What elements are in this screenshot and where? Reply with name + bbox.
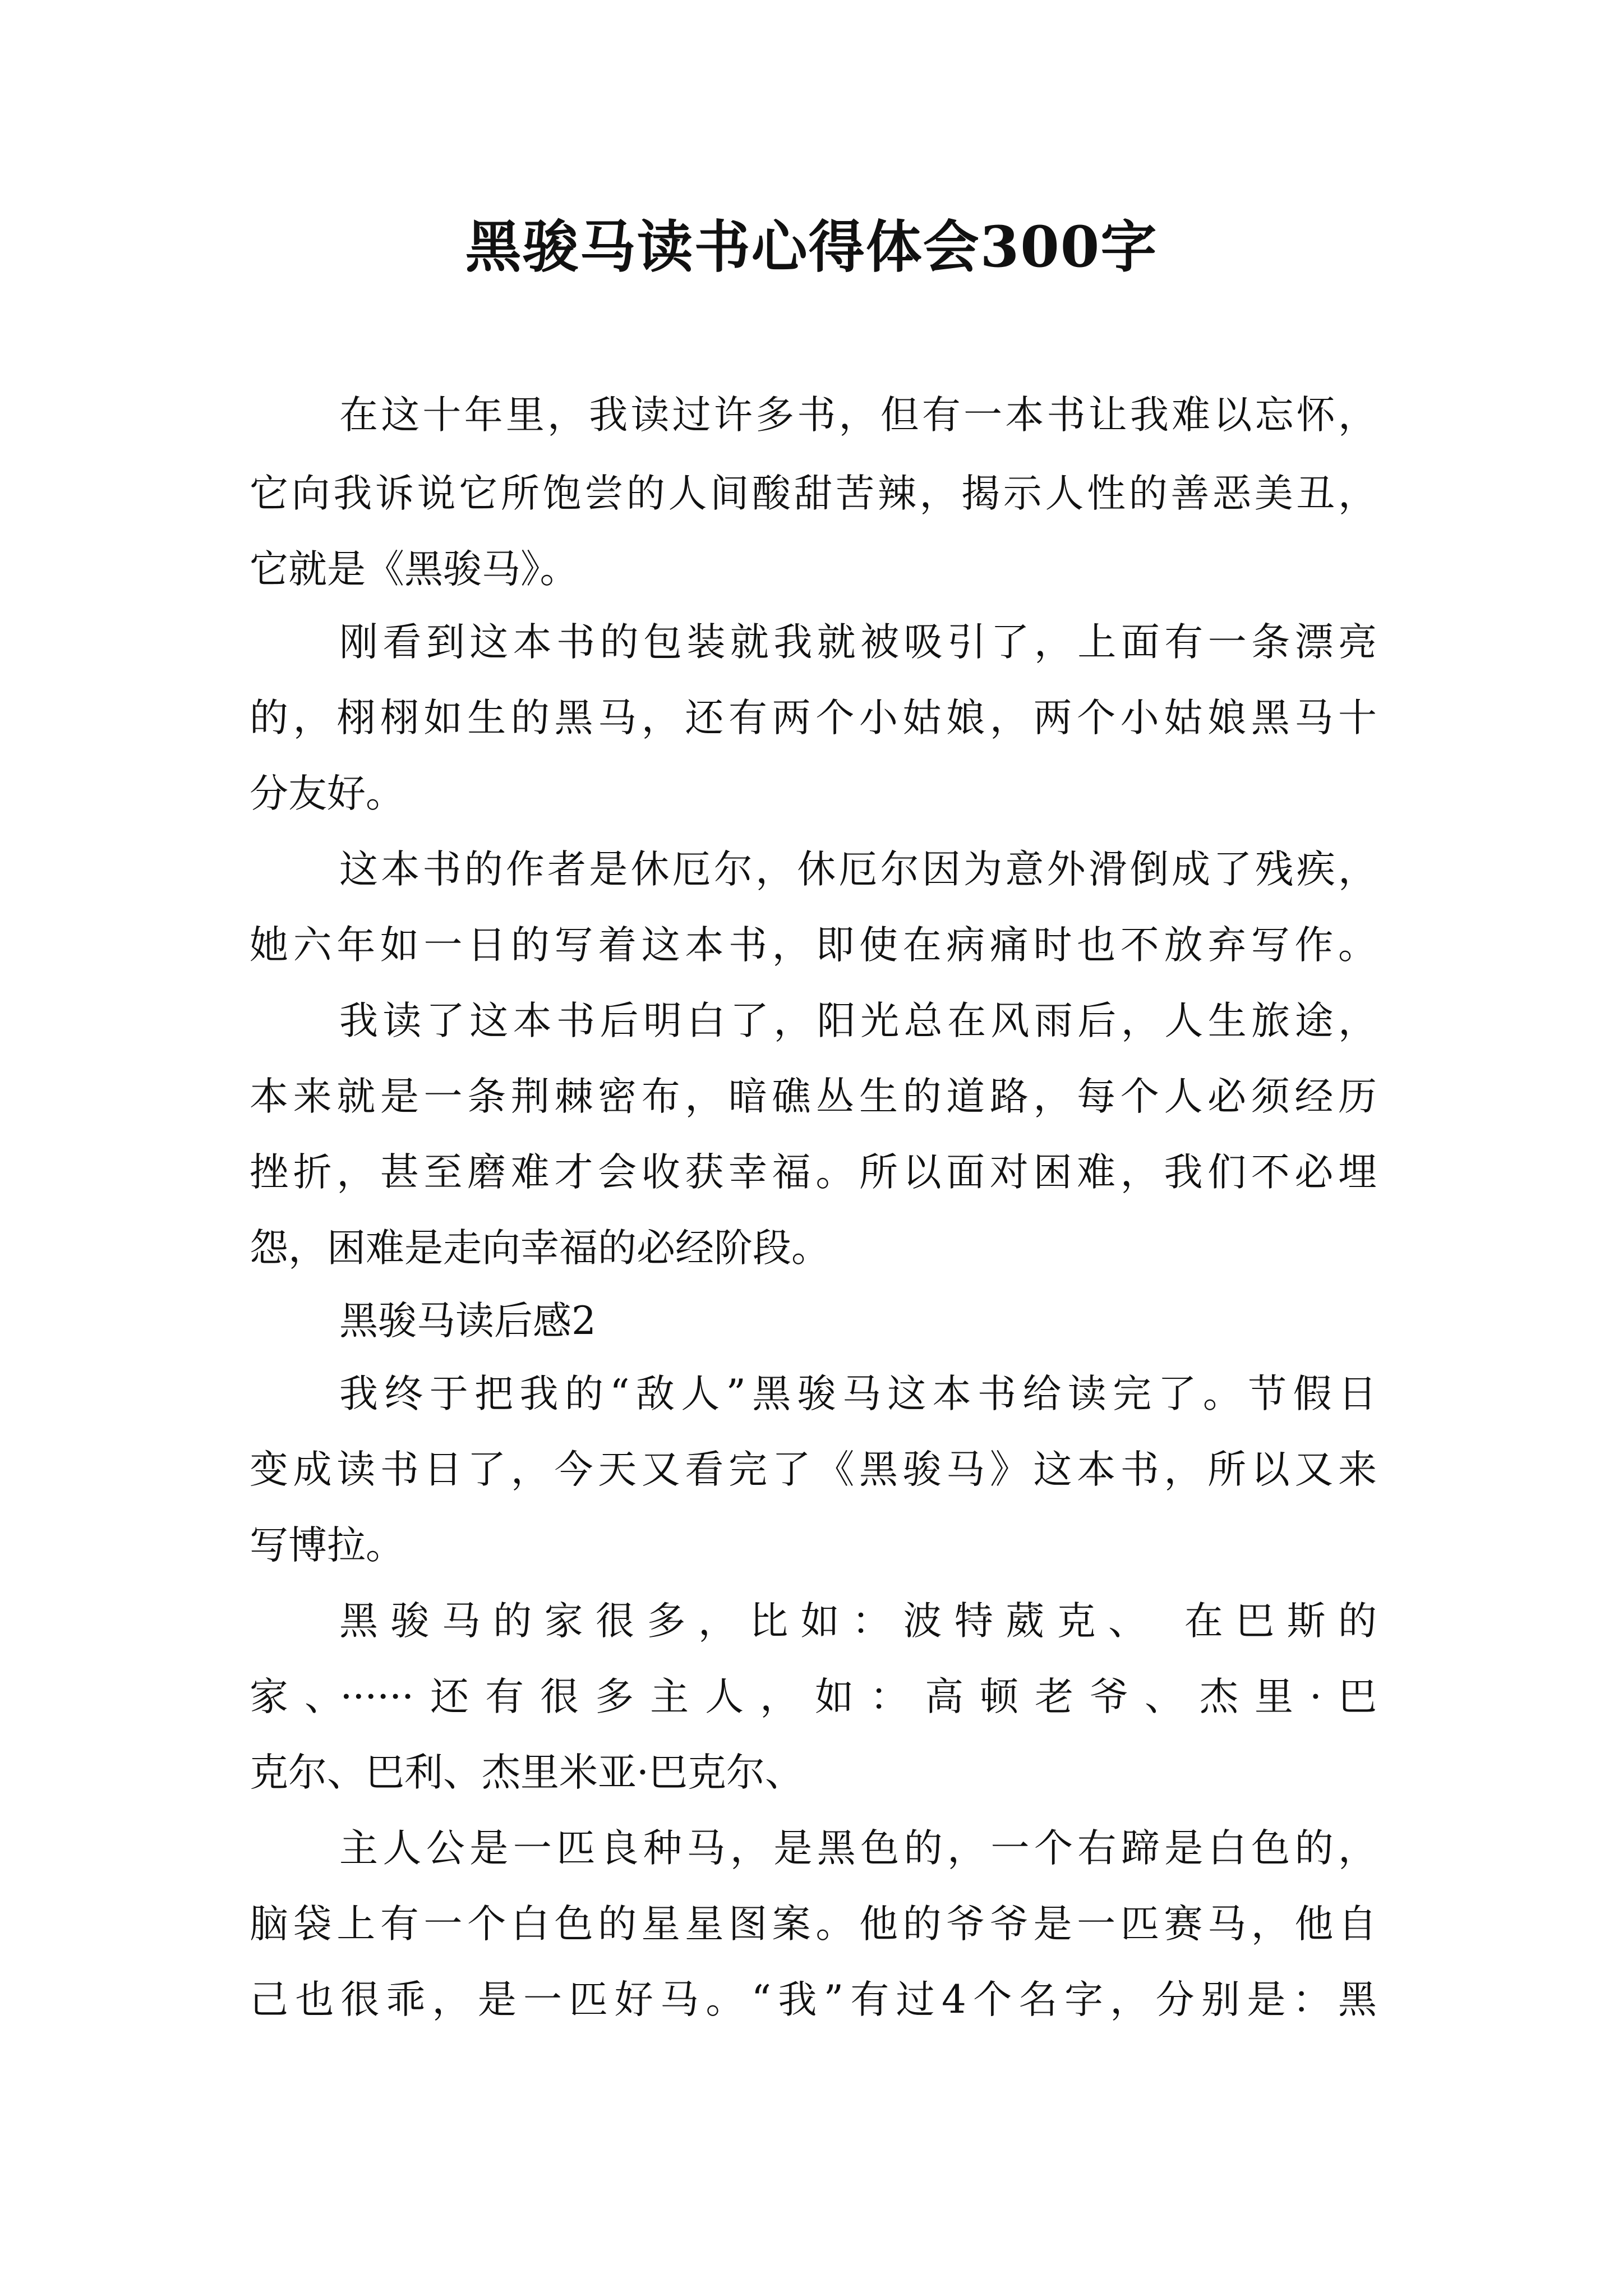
text-line: 家、······还有很多主人，如：高顿老爷、杰里·巴 bbox=[250, 1674, 1377, 1719]
text-line: 这本书的作者是休厄尔，休厄尔因为意外滑倒成了残疾， bbox=[339, 847, 1377, 892]
text-line: 克尔、巴利、杰里米亚·巴克尔、 bbox=[250, 1750, 804, 1795]
text-line: 我读了这本书后明白了，阳光总在风雨后，人生旅途， bbox=[339, 999, 1377, 1043]
text-line: 变成读书日了，今天又看完了《黑骏马》这本书，所以又来 bbox=[250, 1447, 1377, 1492]
text-line: 在这十年里，我读过许多书，但有一本书让我难以忘怀， bbox=[339, 393, 1377, 438]
text-line: 的，栩栩如生的黑马，还有两个小姑娘，两个小姑娘黑马十 bbox=[250, 696, 1377, 740]
text-line: 己也很乖，是一匹好马。“我”有过4个名字，分别是：黑 bbox=[250, 1977, 1377, 2022]
text-line: 挫折，甚至磨难才会收获幸福。所以面对困难，我们不必埋 bbox=[250, 1150, 1377, 1195]
text-line: 我终于把我的“敌人”黑骏马这本书给读完了。节假日 bbox=[339, 1372, 1377, 1416]
section-heading: 黑骏马读后感2 bbox=[339, 1299, 596, 1343]
text-line: 本来就是一条荆棘密布，暗礁丛生的道路，每个人必须经历 bbox=[250, 1074, 1377, 1119]
text-line: 分友好。 bbox=[250, 771, 404, 816]
text-line: 她六年如一日的写着这本书，即使在病痛时也不放弃写作。 bbox=[250, 923, 1377, 968]
text-line: 主人公是一匹良种马，是黑色的，一个右蹄是白色的， bbox=[339, 1826, 1377, 1871]
text-line: 脑袋上有一个白色的星星图案。他的爷爷是一匹赛马，他自 bbox=[250, 1902, 1377, 1947]
text-line: 它向我诉说它所饱尝的人间酸甜苦辣，揭示人性的善恶美丑， bbox=[250, 471, 1377, 516]
text-line: 刚看到这本书的包装就我就被吸引了，上面有一条漂亮 bbox=[339, 620, 1377, 665]
text-line: 它就是《黑骏马》。 bbox=[250, 547, 579, 592]
text-line: 黑骏马的家很多，比如：波特葳克、 在巴斯的 bbox=[339, 1599, 1377, 1644]
page-title: 黑骏马读书心得体会300字 bbox=[465, 214, 1158, 280]
text-line: 写博拉。 bbox=[250, 1523, 404, 1568]
text-line: 怨，困难是走向幸福的必经阶段。 bbox=[250, 1226, 830, 1271]
